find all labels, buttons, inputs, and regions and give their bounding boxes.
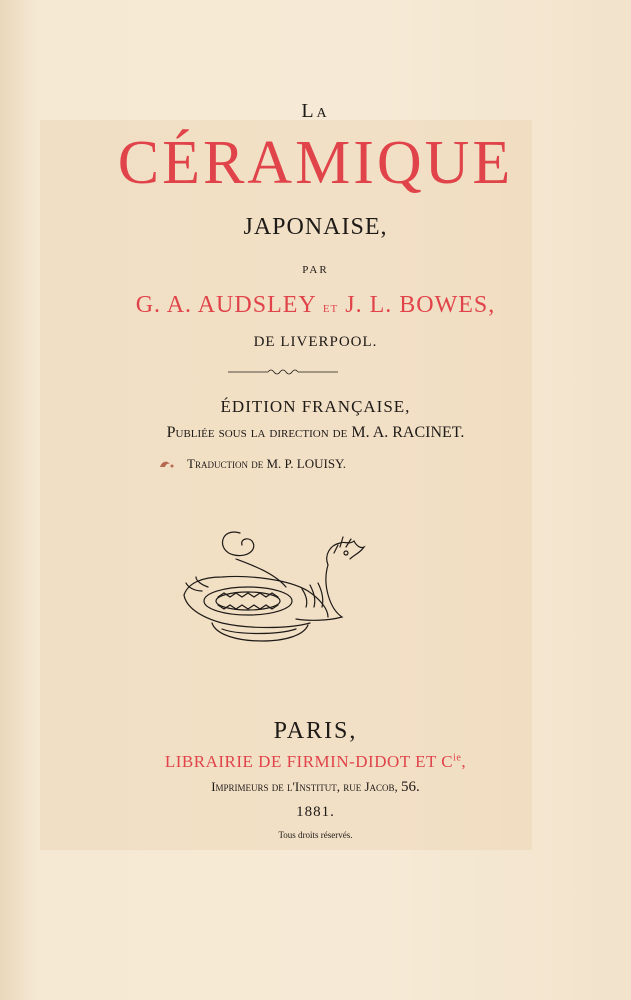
printer-prefix: Imprimeurs de l'Institut, rue Jacob,: [211, 779, 398, 794]
translation-line: [187, 456, 346, 472]
main-title: CÉRAMIQUE: [117, 129, 514, 197]
authors-origin: DE LIVERPOOL.: [253, 334, 378, 350]
author-2: J. L. BOWES,: [345, 292, 496, 318]
title-article: La: [301, 100, 330, 122]
by-label: PAR: [302, 264, 329, 276]
publisher-superscript: ie: [453, 752, 462, 764]
director-name: M. A. RACINET.: [351, 424, 465, 441]
authors: [0, 292, 631, 319]
printer-line: [0, 779, 631, 796]
rights-notice: Tous droits réservés.: [278, 830, 353, 840]
translator-name: M. P. LOUISY.: [266, 456, 347, 471]
printer-number: 56.: [401, 779, 420, 795]
translation-prefix: Traduction de: [187, 456, 264, 471]
publisher-name: LIBRAIRIE DE FIRMIN-DIDOT ET C: [164, 752, 454, 771]
direction-prefix: Publiée sous la direction de: [166, 424, 348, 441]
edition-line: ÉDITION FRANÇAISE,: [220, 397, 411, 416]
authors-conjunction: et: [322, 300, 339, 316]
publisher-line: [0, 752, 631, 772]
publication-year: 1881.: [296, 804, 335, 820]
publisher-tail: ,: [461, 752, 467, 771]
imprint-city: PARIS,: [273, 718, 358, 744]
author-1: G. A. AUDSLEY: [135, 292, 316, 318]
direction-line: [0, 424, 631, 442]
fleuron-icon: [158, 458, 176, 470]
divider-ornament: [228, 366, 338, 378]
subtitle: JAPONAISE,: [243, 214, 388, 240]
ceramic-bird-vessel-icon: [178, 525, 368, 650]
